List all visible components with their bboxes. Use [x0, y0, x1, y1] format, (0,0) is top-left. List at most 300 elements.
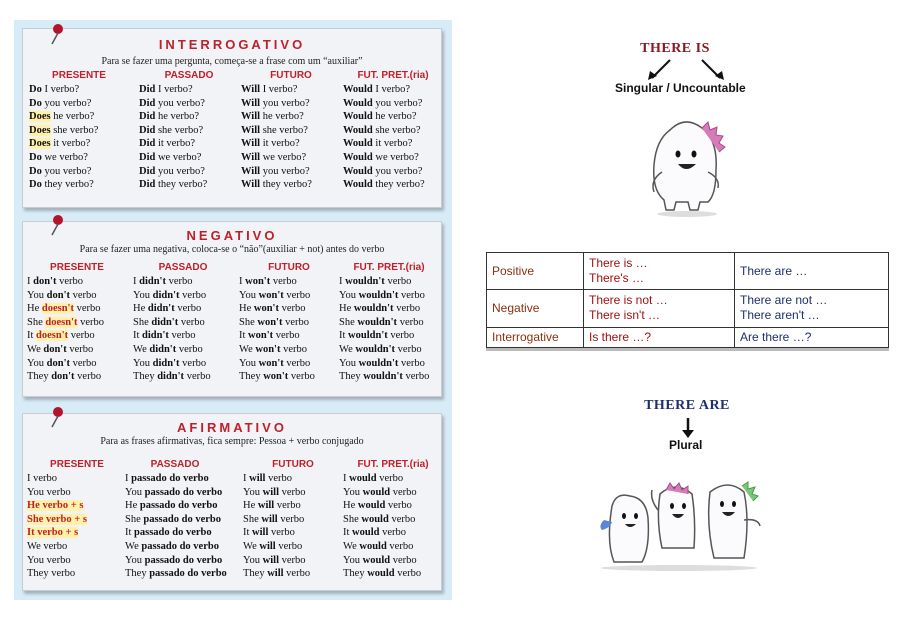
verb-text: verbo [379, 527, 407, 539]
auxiliary-text: Would [343, 151, 373, 163]
auxiliary-text: passado do verbo [144, 554, 223, 566]
pronoun-text: You [27, 357, 47, 369]
conjugation-row [133, 357, 233, 371]
pronoun-text: You [339, 289, 359, 301]
auxiliary-text: won't [248, 330, 274, 342]
conjugation-row [125, 526, 225, 540]
auxiliary-text: would [359, 540, 387, 552]
conjugation-row [133, 370, 233, 384]
conjugation-row [27, 275, 127, 289]
column-header: FUTURO [272, 459, 314, 470]
auxiliary-text: Does [29, 111, 51, 123]
verb-text: verbo [376, 473, 404, 484]
conjugation-row [339, 329, 439, 343]
auxiliary-text: Would [343, 165, 373, 177]
auxiliary-text: won't [263, 371, 289, 383]
verb-text: it verbo? [372, 138, 413, 150]
row-label: Interrogative [487, 327, 584, 347]
verb-text: verbo [390, 554, 417, 566]
auxiliary-text: wouldn't [357, 316, 398, 328]
pronoun-text: You [343, 486, 363, 498]
conjugation-row [29, 165, 129, 179]
conjugation-row [243, 472, 343, 486]
pronoun-text: He [339, 303, 354, 315]
auxiliary-text: don't [51, 371, 75, 383]
verb-text: we verbo? [41, 151, 88, 163]
there-is-label: Singular / Uncountable [615, 81, 746, 95]
auxiliary-text: wouldn't [355, 343, 396, 355]
pronoun-text: You [133, 357, 153, 369]
auxiliary-text: wouldn't [358, 289, 399, 301]
verb-text: verbo [70, 289, 97, 301]
auxiliary-text: would [362, 486, 391, 498]
verb-text: I verbo? [260, 84, 298, 95]
conjugation-row [27, 343, 127, 357]
auxiliary-text: will [257, 500, 275, 512]
conjugation-row [239, 316, 339, 330]
auxiliary-text: Does [29, 124, 51, 136]
verb-text: verbo [77, 316, 105, 328]
conjugation-row [343, 97, 443, 111]
there-are-cell [735, 253, 889, 290]
verb-text: verbo [68, 330, 95, 342]
there-are-cell [735, 290, 889, 327]
conjugation-row [29, 124, 129, 138]
row-label: Positive [487, 253, 584, 290]
conjugation-row [343, 165, 443, 179]
auxiliary-text: Does [29, 138, 51, 150]
verb-text: verbo [168, 330, 196, 342]
conjugation-row [239, 329, 339, 343]
verb-text: it verbo? [155, 138, 195, 150]
pronoun-text: They verbo [27, 568, 76, 580]
there-are-form: There are … [740, 263, 808, 278]
conjugation-row [241, 124, 341, 138]
there-is-title: THERE IS [640, 41, 710, 56]
pronoun-text: They [125, 568, 150, 580]
conjugation-row [27, 289, 127, 303]
there-is-are-table [486, 252, 889, 348]
there-is-form: There is not … [589, 293, 668, 308]
conjugation-row [27, 499, 127, 513]
pronoun-text: We [239, 343, 256, 355]
verb-text: verbo [282, 316, 310, 328]
conjugation-row [27, 486, 127, 500]
conjugation-row [29, 137, 129, 151]
pronoun-text: You [239, 289, 259, 301]
verb-text: verbo [278, 303, 306, 315]
conjugation-row [125, 486, 225, 500]
column-header: PASSADO [158, 262, 208, 273]
pronoun-text: He [243, 500, 258, 512]
verb-text: you verbo? [155, 97, 205, 109]
pronoun-text: They [243, 568, 268, 580]
conjugation-row [139, 151, 239, 165]
conjugation-row [343, 486, 443, 500]
verb-text: they verbo? [372, 179, 425, 191]
auxiliary-text: wouldn't [353, 303, 394, 315]
conjugation-row [343, 554, 443, 568]
verb-text: you verbo? [155, 165, 205, 177]
pronoun-text: We [343, 540, 360, 552]
auxiliary-text: don't [43, 343, 67, 355]
pronoun-text: We [27, 343, 44, 355]
conjugation-row [29, 110, 129, 124]
verb-text: verbo [275, 540, 303, 552]
card-subtitle: Para se fazer uma pergunta, começa-se a frase com um “auxiliar” [101, 56, 363, 67]
verb-text: verbo [179, 289, 207, 301]
conjugation-row [243, 540, 343, 554]
auxiliary-text: Will [241, 165, 261, 177]
pronoun-text: It [27, 330, 37, 342]
pronoun-text: You [243, 554, 263, 566]
conjugation-row [339, 275, 439, 289]
verb-text: he verbo? [155, 111, 200, 123]
pronoun-text: She [27, 316, 46, 328]
auxiliary-text: didn't [157, 371, 185, 383]
auxiliary-text: Did [139, 97, 156, 109]
conjugation-row [133, 343, 233, 357]
auxiliary-text: wouldn't [358, 357, 399, 369]
card-interrogativo [22, 28, 442, 208]
auxiliary-text: will [267, 568, 284, 580]
auxiliary-text: won't [258, 289, 284, 301]
verb-text: verbo [174, 303, 202, 315]
verb-text: verbo [179, 357, 207, 369]
pronoun-text: I [27, 276, 34, 287]
table-row [487, 327, 889, 347]
pronoun-text: He [27, 303, 42, 315]
pronoun-text: You [239, 357, 259, 369]
verb-text: verbo [398, 289, 425, 301]
conjugation-row [27, 316, 127, 330]
auxiliary-text: passado do verbo [134, 527, 212, 539]
auxiliary-text: Did [139, 151, 156, 163]
conjugation-row [243, 554, 343, 568]
auxiliary-text: would [352, 527, 380, 539]
verb-text: verbo [394, 568, 422, 580]
auxiliary-text: Will [241, 179, 261, 191]
auxiliary-text: would [367, 568, 395, 580]
conjugation-row [125, 554, 225, 568]
auxiliary-text: Did [139, 165, 156, 177]
card-title: NEGATIVO [186, 228, 278, 243]
pronoun-text: You [125, 554, 145, 566]
verb-text: verbo [283, 357, 311, 369]
conjugation-row [139, 165, 239, 179]
tense-column [339, 261, 439, 384]
there-are-label: Plural [669, 438, 703, 452]
auxiliary-text: doesn't [41, 303, 74, 315]
auxiliary-text: passado do verbo [141, 540, 219, 552]
column-header: PRESENTE [52, 70, 106, 81]
verb-text: he verbo? [372, 111, 417, 123]
verb-text: verbo [74, 371, 102, 383]
there-is-form: There isn't … [589, 308, 660, 323]
verb-text: he verbo? [260, 111, 304, 123]
pronoun-text: It [133, 330, 143, 342]
conjugation-row [243, 499, 343, 513]
there-are-form: There aren't … [740, 308, 820, 323]
conjugation-row [27, 370, 127, 384]
auxiliary-text: didn't [139, 276, 166, 287]
pronoun-text: We [243, 540, 260, 552]
pronoun-text: We [125, 540, 142, 552]
conjugation-row [241, 137, 341, 151]
verb-text: I verbo? [155, 84, 193, 95]
pronoun-text: It [343, 527, 353, 539]
auxiliary-text: Do [29, 151, 42, 163]
pronoun-text: I [243, 473, 250, 484]
conjugation-row [343, 151, 443, 165]
conjugation-row [133, 275, 233, 289]
pronoun-text: She [125, 513, 144, 525]
table-shadow [486, 348, 889, 351]
auxiliary-text: Would [343, 84, 373, 95]
conjugation-row [239, 275, 339, 289]
conjugation-row [27, 567, 127, 581]
there-is-cell [584, 327, 735, 347]
conjugation-row [27, 526, 127, 540]
verb-text: verbo [270, 276, 297, 287]
verb-text: verbo [56, 276, 84, 287]
verb-text: we verbo? [260, 151, 307, 163]
verb-text: verbo [165, 276, 193, 287]
auxiliary-text: won't [255, 343, 281, 355]
pronoun-text: I [239, 276, 246, 287]
pronoun-text: You verbo [27, 486, 71, 498]
verb-text: you verbo? [372, 97, 423, 109]
auxiliary-text: wouldn't [345, 276, 385, 287]
table-row [487, 253, 889, 290]
auxiliary-text: Would [343, 124, 373, 136]
conjugation-row [343, 472, 443, 486]
auxiliary-text: would [357, 500, 386, 512]
pronoun-text: You [343, 554, 363, 566]
verb-text: she verbo? [260, 124, 308, 136]
verb-text: you verbo? [260, 165, 310, 177]
conjugation-row [339, 370, 439, 384]
column-header: PASSADO [164, 70, 214, 81]
verb-text: they verbo? [155, 179, 208, 191]
verb-text: he verbo? [50, 111, 95, 123]
there-is-cell [584, 253, 735, 290]
auxiliary-text: Did [139, 138, 156, 150]
pronoun-text: It [125, 527, 135, 539]
auxiliary-text: will [252, 527, 269, 539]
auxiliary-text: will [262, 486, 280, 498]
verb-text: verbo [398, 357, 425, 369]
auxiliary-text: didn't [142, 330, 169, 342]
pronoun-text: We [133, 343, 150, 355]
conjugation-row [339, 316, 439, 330]
pronoun-text: I [343, 473, 350, 484]
pronoun-text: We [339, 343, 356, 355]
verb-text: verbo [277, 513, 305, 525]
auxiliary-text: Will [241, 84, 261, 95]
there-are-cell [735, 327, 889, 347]
conjugation-row [133, 289, 233, 303]
conjugation-row [239, 370, 339, 384]
verb-text: verbo [283, 289, 311, 301]
tense-column [27, 261, 127, 384]
conjugation-row [343, 526, 443, 540]
auxiliary-text: don't [46, 357, 71, 369]
verb-text: verbo [73, 303, 101, 315]
pronoun-text: They [339, 371, 364, 383]
verb-text: they verbo? [260, 179, 312, 191]
auxiliary-text: Did [139, 111, 156, 123]
conjugation-row [339, 343, 439, 357]
pronoun-text: I verbo [27, 473, 58, 484]
verb-text: verbo [395, 343, 422, 355]
auxiliary-text: will [259, 540, 276, 552]
auxiliary-text: She verbo + s [27, 513, 87, 525]
auxiliary-text: Will [241, 111, 261, 123]
verb-text: she verbo? [155, 124, 204, 136]
verb-text: you verbo? [372, 165, 423, 177]
pronoun-text: You [339, 357, 359, 369]
conjugation-row [239, 343, 339, 357]
tense-column [343, 69, 443, 192]
auxiliary-text: won't [253, 303, 279, 315]
verb-text: verbo [390, 486, 417, 498]
tense-column [239, 261, 339, 384]
verb-text: verbo [280, 343, 307, 355]
conjugation-row [343, 137, 443, 151]
tense-column [29, 69, 129, 192]
verb-text: you verbo? [260, 97, 310, 109]
auxiliary-text: Did [139, 124, 156, 136]
pronoun-text: They [239, 371, 264, 383]
verb-text: verbo [393, 303, 421, 315]
row-label: Negative [487, 290, 584, 327]
pronoun-text: She [243, 513, 262, 525]
pronoun-text: She [339, 316, 358, 328]
column-header: PRESENTE [50, 459, 104, 470]
tense-column [27, 458, 127, 581]
column-header: FUT. PRET.(ria) [357, 459, 429, 470]
pronoun-text: They [27, 371, 52, 383]
pronoun-text: You [133, 289, 153, 301]
verb-text: verbo [176, 343, 203, 355]
auxiliary-text: doesn't [36, 330, 69, 342]
verb-text: she verbo? [50, 124, 99, 136]
conjugation-row [241, 83, 341, 97]
pronoun-text: She [343, 513, 362, 525]
there-is-form: There is … [589, 256, 648, 271]
pronoun-text: I [133, 276, 140, 287]
arrow-down-icon [680, 417, 696, 439]
conjugation-row [27, 329, 127, 343]
verb-text: verbo [274, 500, 301, 512]
pronoun-text: It [339, 330, 349, 342]
auxiliary-text: passado do verbo [143, 513, 221, 525]
verb-text: verbo [279, 554, 306, 566]
auxiliary-text: would [361, 513, 389, 525]
auxiliary-text: Would [343, 111, 373, 123]
verb-text: you verbo? [41, 97, 92, 109]
conjugation-row [343, 567, 443, 581]
tense-column [125, 458, 225, 581]
conjugation-row [241, 151, 341, 165]
conjugation-row [139, 178, 239, 192]
verb-text: verbo [386, 540, 414, 552]
conjugation-row [139, 83, 239, 97]
auxiliary-text: Do [29, 179, 42, 191]
auxiliary-text: Will [241, 124, 261, 136]
column-header: PRESENTE [50, 262, 104, 273]
auxiliary-text: Did [139, 179, 156, 191]
auxiliary-text: Would [343, 138, 373, 150]
verb-text: verbo [288, 371, 315, 383]
conjugation-row [27, 302, 127, 316]
auxiliary-text: would [349, 473, 377, 484]
verb-text: she verbo? [372, 124, 421, 136]
conjugation-row [241, 178, 341, 192]
conjugation-row [27, 472, 127, 486]
auxiliary-text: Would [343, 97, 373, 109]
verb-text: verbo [184, 371, 211, 383]
conjugation-row [343, 83, 443, 97]
auxiliary-text: don't [33, 276, 57, 287]
monster-illustration [640, 110, 735, 220]
auxiliary-text: didn't [152, 289, 180, 301]
conjugation-row [27, 513, 127, 527]
card-subtitle: Para as frases afirmativas, fica sempre: Pessoa + verbo conjugado [100, 436, 364, 447]
table-row [487, 290, 889, 327]
conjugation-row [243, 526, 343, 540]
pronoun-text: You [125, 486, 145, 498]
conjugation-row [239, 302, 339, 316]
tense-column [241, 69, 341, 192]
conjugation-row [125, 513, 225, 527]
auxiliary-text: didn't [147, 303, 175, 315]
column-header: FUTURO [270, 70, 312, 81]
column-header: PASSADO [150, 459, 200, 470]
conjugation-row [339, 289, 439, 303]
conjugation-row [125, 540, 225, 554]
verb-text: they verbo? [41, 179, 94, 191]
auxiliary-text: wouldn't [348, 330, 388, 342]
pronoun-text: She [133, 316, 152, 328]
monster-illustration [594, 470, 764, 575]
conjugation-row [133, 329, 233, 343]
arrow-down-icon [640, 58, 750, 82]
auxiliary-text: passado do verbo [139, 500, 218, 512]
auxiliary-text: didn't [149, 343, 177, 355]
auxiliary-text: will [262, 554, 280, 566]
auxiliary-text: Do [29, 165, 42, 177]
verb-text: verbo [402, 371, 430, 383]
conjugation-row [29, 178, 129, 192]
auxiliary-text: Would [343, 179, 373, 191]
pronoun-text: It [239, 330, 249, 342]
verb-text: I verbo? [41, 84, 80, 95]
conjugation-row [239, 357, 339, 371]
verb-text: verbo [70, 357, 97, 369]
conjugation-row [125, 472, 225, 486]
auxiliary-text: passado do verbo [149, 568, 227, 580]
conjugation-row [243, 486, 343, 500]
pronoun-text: We verbo [27, 540, 68, 552]
there-are-title: THERE ARE [644, 398, 730, 413]
conjugation-row [343, 124, 443, 138]
verb-text: verbo [178, 316, 205, 328]
conjugation-row [139, 124, 239, 138]
tense-column [139, 69, 239, 192]
conjugation-row [243, 567, 343, 581]
